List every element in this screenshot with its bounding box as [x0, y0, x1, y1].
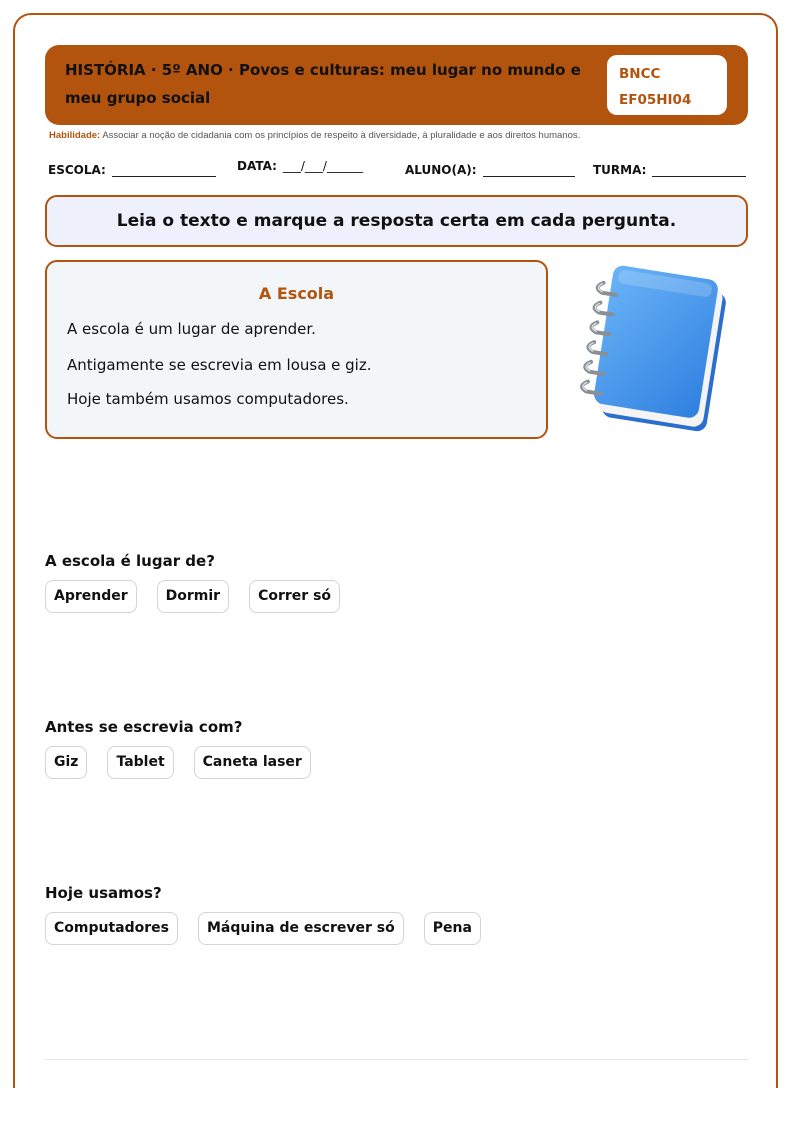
turma-field — [593, 159, 746, 177]
data-field — [237, 159, 363, 173]
answer-option[interactable]: Aprender — [45, 580, 137, 613]
aluno-label: ALUNO(A): — [405, 163, 477, 177]
habilidade-label: Habilidade: — [49, 130, 101, 141]
answer-option[interactable]: Máquina de escrever só — [198, 912, 404, 945]
header-banner — [45, 45, 748, 125]
escola-input-line[interactable] — [112, 159, 216, 177]
reading-textbox — [45, 260, 548, 439]
reading-line: Antigamente se escrevia em lousa e giz. — [67, 356, 372, 374]
reading-line: A escola é um lugar de aprender. — [67, 320, 316, 338]
habilidade-text — [49, 130, 749, 141]
answer-option[interactable]: Giz — [45, 746, 87, 779]
aluno-input-line[interactable] — [483, 159, 575, 177]
data-label: DATA: — [237, 159, 277, 173]
student-info-fields — [48, 159, 748, 181]
turma-label: TURMA: — [593, 163, 647, 177]
notebook-icon — [572, 262, 742, 434]
question-3: Hoje usamos? — [45, 884, 162, 902]
bncc-badge — [607, 55, 727, 115]
answer-option[interactable]: Correr só — [249, 580, 340, 613]
reading-title: A Escola — [258, 284, 335, 303]
question-1: A escola é lugar de? — [45, 552, 215, 570]
question-3-options — [45, 912, 481, 945]
question-2: Antes se escrevia com? — [45, 718, 243, 736]
instruction-banner: Leia o texto e marque a resposta certa em cada pergunta. — [45, 195, 748, 247]
answer-option[interactable]: Computadores — [45, 912, 178, 945]
aluno-field — [405, 159, 575, 177]
answer-option[interactable]: Caneta laser — [194, 746, 311, 779]
footer-divider — [45, 1059, 748, 1060]
bncc-code: EF05HI04 — [619, 92, 692, 108]
answer-option[interactable]: Tablet — [107, 746, 173, 779]
answer-option[interactable]: Pena — [424, 912, 481, 945]
page-title: HISTÓRIA · 5º ANO · Povos e culturas: meu lugar no mundo e meu grupo social — [65, 61, 581, 107]
habilidade-description: Associar a noção de cidadania com os princípios de respeito à diversidade, à pluralidade e aos direitos humanos. — [102, 130, 581, 141]
answer-option[interactable]: Dormir — [157, 580, 229, 613]
bncc-label: BNCC — [619, 66, 661, 82]
turma-input-line[interactable] — [652, 159, 746, 177]
question-1-options — [45, 580, 340, 613]
question-2-options — [45, 746, 311, 779]
escola-label: ESCOLA: — [48, 163, 106, 177]
escola-field — [48, 159, 216, 177]
reading-line: Hoje também usamos computadores. — [67, 390, 349, 408]
data-input-line[interactable]: ___/___/______ — [282, 159, 363, 173]
